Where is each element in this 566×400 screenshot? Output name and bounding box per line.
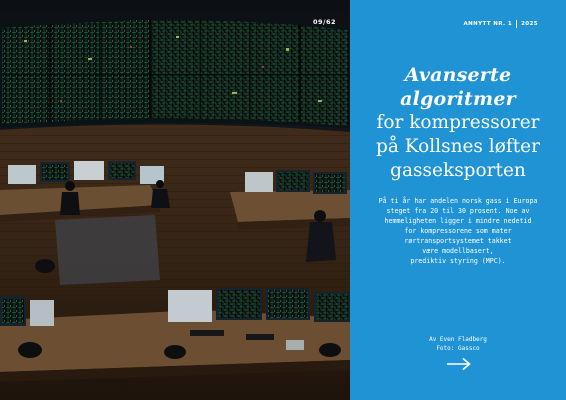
title-line: gasseksporten (390, 160, 526, 181)
article-title (360, 63, 556, 183)
intro-line: for kompressorene som mater (404, 227, 512, 235)
page-number: 09/62 (313, 18, 336, 26)
issue-label: ANNYTT NR. 1 (463, 21, 513, 27)
issue-separator (516, 20, 517, 28)
intro-line: prediktiv styring (MPC). (410, 257, 506, 265)
arrow-right-icon[interactable] (446, 356, 472, 370)
intro-line: På ti år har andelen norsk gass i Europa (378, 197, 538, 205)
title-script-line: Avanserte algoritmer (400, 64, 516, 110)
photo-credit: Foto: Gassco (436, 345, 480, 352)
article-intro-panel (350, 0, 566, 400)
issue-year: 2025 (521, 21, 538, 27)
article-intro (372, 196, 544, 266)
title-line: for kompressorer (376, 112, 540, 133)
intro-line: være modellbasert, (422, 247, 494, 255)
author-credit: Av Even Fladberg (429, 336, 487, 343)
issue-info (464, 20, 538, 28)
article-credits (400, 335, 516, 353)
intro-line: rørtransportsystemet takket (404, 237, 512, 245)
title-line: på Kollsnes løfter (376, 136, 540, 157)
intro-line: hemmeligheten ligger i mindre nedetid (384, 217, 532, 225)
intro-line: steget fra 20 til 30 prosent. Noe av (386, 207, 530, 215)
